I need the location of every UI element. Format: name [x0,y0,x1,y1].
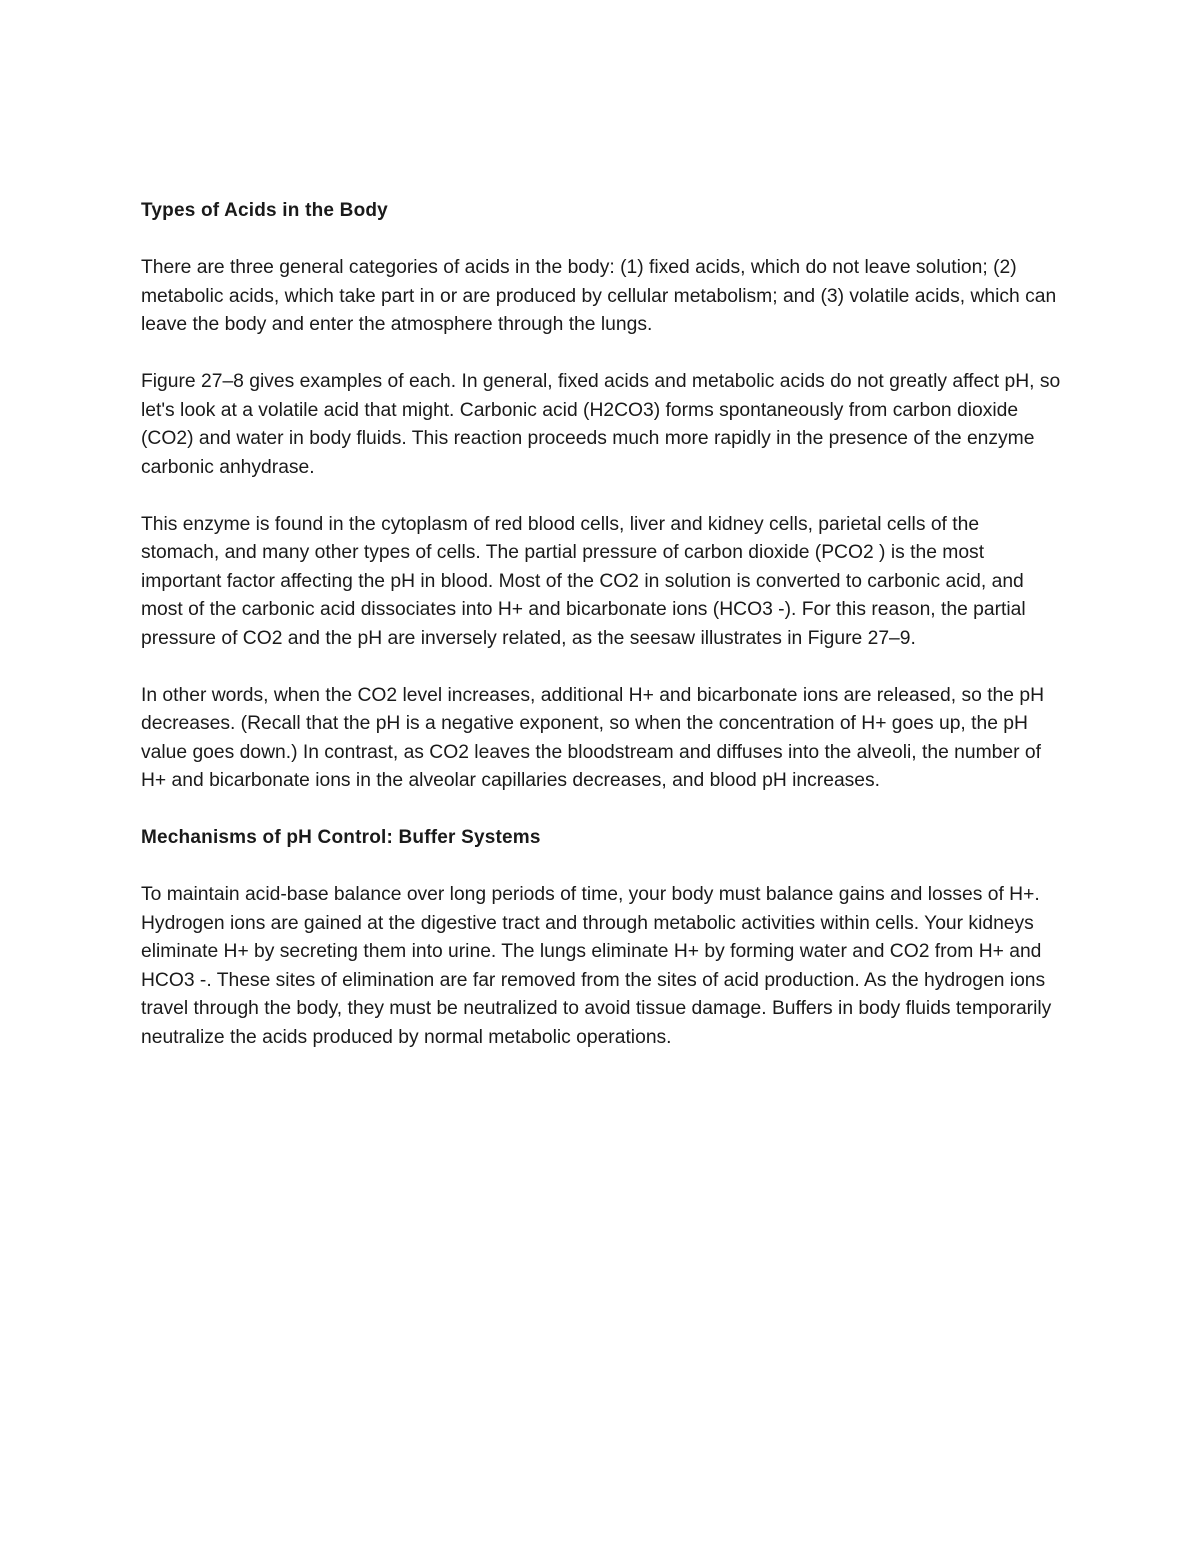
paragraph-carbonic-acid: Figure 27–8 gives examples of each. In general, fixed acids and metabolic acids do not greatly affect pH, so let's look at a volatile acid that might. Carbonic acid (H2CO3) forms spontaneously from carbon dioxide (CO2) and water in body fluids. This reaction proceeds much more rapidly in the presence of the enzyme carbonic anhydrase. [141,371,1061,478]
paragraph-acid-base-balance: To maintain acid-base balance over long periods of time, your body must balance gains and losses of H+. Hydrogen ions are gained at the digestive tract and through metabolic activities within cells. Your kidneys eliminate H+ by secreting them into urine. The lungs eliminate H+ by forming water and CO2 from H+ and HCO3 -. These sites of elimination are far removed from the sites of acid production. As the hydrogen ions travel through the body, they must be neutralized to avoid tissue damage. Buffers in body fluids temporarily neutralize the acids produced by normal metabolic operations. [141,884,1052,1048]
section-heading-buffer-systems: Mechanisms of pH Control: Buffer Systems [141,827,541,848]
paragraph-acid-categories: There are three general categories of acids in the body: (1) fixed acids, which do not leave solution; (2) metabolic acids, which take part in or are produced by cellular metabolism; and (3) volatile acids, which can leave the body and enter the atmosphere through the lungs. [141,257,1057,335]
paragraph-carbonic-anhydrase: This enzyme is found in the cytoplasm of red blood cells, liver and kidney cells, parietal cells of the stomach, and many other types of cells. The partial pressure of carbon dioxide (PCO2 ) is the most important factor affecting the pH in blood. Most of the CO2 in solution is converted to carbonic acid, and most of the carbonic acid dissociates into H+ and bicarbonate ions (HCO3 -). For this reason, the partial pressure of CO2 and the pH are inversely related, as the seesaw illustrates in Figure 27–9. [141,513,1026,649]
paragraph-co2-ph-relation: In other words, when the CO2 level increases, additional H+ and bicarbonate ions are released, so the pH decreases. (Recall that the pH is a negative exponent, so when the concentration of H+ goes up, the pH value goes down.) In contrast, as CO2 leaves the bloodstream and diffuses into the alveoli, the number of H+ and bicarbonate ions in the alveolar capillaries decreases, and blood pH increases. [141,684,1044,791]
document-page [141,197,1061,1052]
section-heading-types-of-acids: Types of Acids in the Body [141,200,388,221]
